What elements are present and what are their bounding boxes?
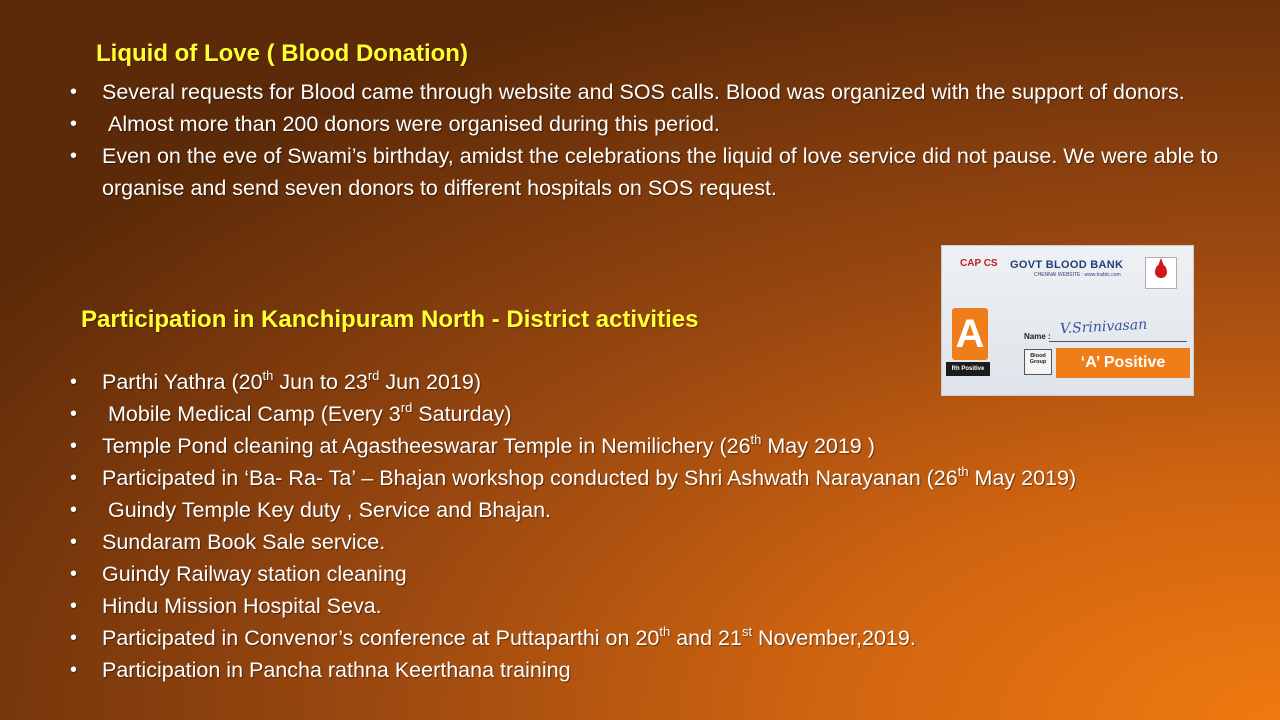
list-item: • Parthi Yathra (20th Jun to 23rd Jun 2019) [70, 366, 1250, 398]
card-name-label: Name : [1024, 332, 1051, 341]
list-item: • Participated in ‘Ba- Ra- Ta’ – Bhajan workshop conducted by Shri Ashwath Narayanan (26th May 2019) [70, 462, 1250, 494]
list-item: • Participation in Pancha rathna Keerthana training [70, 654, 1250, 686]
list-item: • Even on the eve of Swami’s birthday, amidst the celebrations the liquid of love service did not pause. We were able to organise and send seven donors to different hospitals on SOS request. [70, 140, 1230, 204]
district-activities-list [70, 366, 1250, 686]
card-blood-group-label: Blood Group [1024, 349, 1052, 375]
list-item: • Participated in Convenor’s conference at Puttaparthi on 20th and 21st November,2019. [70, 622, 1250, 654]
list-item: • Temple Pond cleaning at Agastheeswarar Temple in Nemilichery (26th May 2019 ) [70, 430, 1250, 462]
card-name-line [1049, 341, 1187, 342]
card-blood-letter: A [952, 308, 988, 360]
card-rh-label: Rh Positive [946, 362, 990, 376]
list-item: • Several requests for Blood came through website and SOS calls. Blood was organized with the support of donors. [70, 76, 1230, 108]
section-heading-district-activities: Participation in Kanchipuram North - District activities [81, 306, 699, 333]
card-signature: V.Srinivasan [1059, 316, 1148, 338]
card-bank-name: GOVT BLOOD BANK [1010, 259, 1124, 271]
card-bank-subtitle: CHENNAI WEBSITE : www.tnsbtc.com [1034, 272, 1121, 278]
list-item: • Guindy Temple Key duty , Service and Bhajan. [70, 494, 1250, 526]
list-item: • Hindu Mission Hospital Seva. [70, 590, 1250, 622]
blood-drop-icon [1145, 257, 1177, 289]
list-item: • Almost more than 200 donors were organised during this period. [70, 108, 1230, 140]
card-blood-group-value: ‘A’ Positive [1056, 348, 1190, 378]
list-item: • Mobile Medical Camp (Every 3rd Saturday) [70, 398, 1250, 430]
list-item: • Sundaram Book Sale service. [70, 526, 1250, 558]
list-item: • Guindy Railway station cleaning [70, 558, 1250, 590]
section-heading-blood-donation: Liquid of Love ( Blood Donation) [96, 40, 468, 67]
card-logo: CAP CS [960, 258, 998, 269]
blood-donation-list [70, 76, 1230, 204]
